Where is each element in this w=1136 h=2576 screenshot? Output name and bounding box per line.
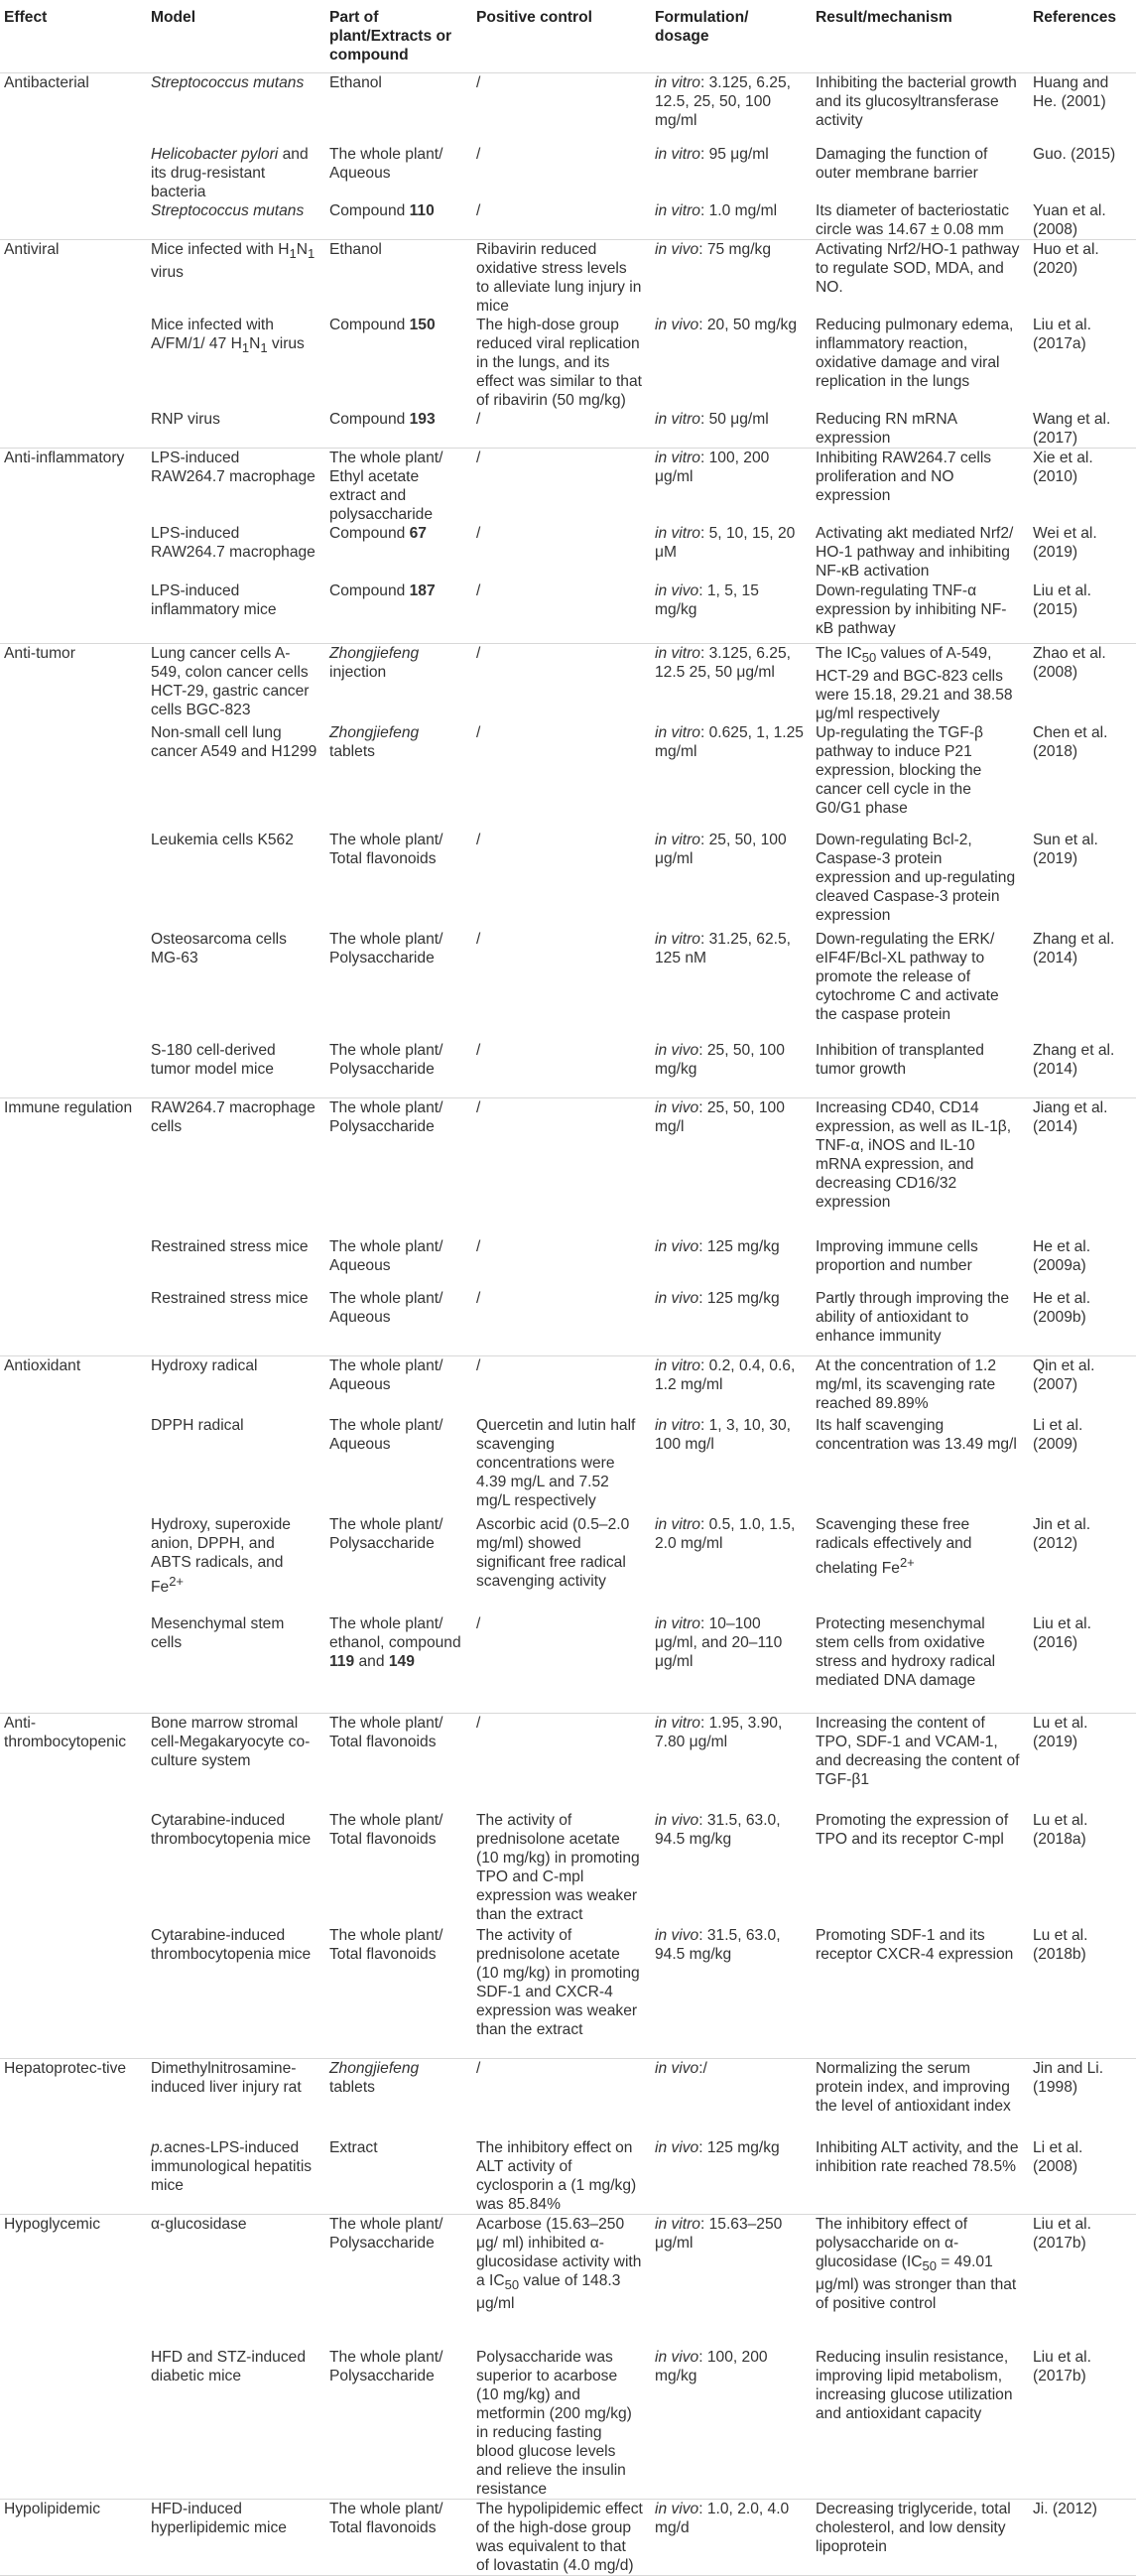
effect-cell	[0, 1811, 145, 1926]
part-cell: Compound 193	[329, 410, 436, 428]
model-cell: Restrained stress mice	[151, 1289, 309, 1307]
table-body	[0, 73, 1136, 2576]
part-cell: The whole plant/ Aqueous	[323, 1356, 470, 1416]
dosage-cell: in vivo: 75 mg/kg	[649, 239, 810, 316]
result-cell: Activating akt mediated Nrf2/ HO-1 pathway and inhibiting NF-κB activation	[816, 525, 1014, 580]
model-cell: Leukemia cells K562	[151, 831, 294, 848]
positive-control-cell: Acarbose (15.63–250 μg/ ml) inhibited α-glucosidase activity with a $IC_{50}$ value of 148.3 μg/ml	[470, 2215, 649, 2348]
positive-control-cell: /	[476, 1237, 481, 1255]
part-cell: The whole plant/ Total flavonoids	[323, 2499, 470, 2575]
effect-cell	[0, 581, 145, 643]
part-cell: Zhongjiefeng injection	[323, 643, 470, 723]
model-cell: Mice infected with $H_1N_1$ virus	[145, 239, 323, 316]
reference-cell: Li et al. (2009)	[1033, 1416, 1083, 1453]
dosage-cell: in vivo: 125 mg/kg	[655, 1237, 780, 1255]
effect-cell	[0, 1614, 145, 1714]
result-cell: Increasing CD40, CD14 expression, as well as IL-1β, TNF-α, iNOS and IL-10 mRNA expression, and decreasing CD16/32 expression	[810, 1098, 1027, 1237]
part-cell: Compound 187	[329, 582, 436, 599]
table-row	[0, 1041, 1136, 1098]
reference-cell: Yuan et al. (2008)	[1033, 201, 1106, 238]
dosage-cell: in vivo: 125 mg/kg	[655, 2138, 780, 2156]
effect-cell	[0, 410, 145, 449]
table-row	[0, 1714, 1136, 1811]
model-cell: Streptococcus mutans	[151, 201, 305, 219]
effect-cell	[0, 1416, 145, 1515]
reference-cell: Xie et al. (2010)	[1027, 448, 1136, 524]
result-cell: Decreasing triglyceride, total cholesterol, and low density lipoprotein	[810, 2499, 1027, 2575]
table-row	[0, 410, 1136, 449]
part-cell: The whole plant/ Total flavonoids	[323, 1714, 470, 1811]
table-row	[0, 831, 1136, 930]
model-cell: Hydroxy, superoxide anion, DPPH, and ABTS radicals, and $Fe^{2+}$	[151, 1515, 291, 1596]
model-cell: α-glucosidase	[145, 2215, 323, 2348]
table-row	[0, 1926, 1136, 2059]
part-cell: Ethanol	[323, 239, 470, 316]
positive-control-cell: /	[476, 582, 481, 599]
reference-cell: Lu et al. (2018a)	[1033, 1811, 1088, 1848]
effect-cell	[0, 831, 145, 930]
table-row	[0, 1098, 1136, 1237]
reference-cell: Huo et al. (2020)	[1027, 239, 1136, 316]
part-cell: Extract	[329, 2138, 378, 2156]
positive-control-cell: /	[476, 1614, 481, 1632]
header-model: Model	[145, 0, 323, 73]
part-cell: The whole plant/ Aqueous	[329, 1416, 443, 1453]
positive-control-cell: Ribavirin reduced oxidative stress levels to alleviate lung injury in mice	[470, 239, 649, 316]
positive-control-cell: The inhibitory effect on ALT activity of cyclosporin a (1 mg/kg) was 85.84%	[476, 2138, 637, 2213]
reference-cell: Wei et al. (2019)	[1033, 525, 1097, 561]
model-cell: HFD-induced hyperlipidemic mice	[145, 2499, 323, 2575]
dosage-cell: in vivo: 25, 50, 100 mg/kg	[655, 1041, 785, 1078]
reference-cell: Zhang et al. (2014)	[1033, 930, 1115, 966]
effect-cell	[0, 201, 145, 240]
part-cell: The whole plant/ Aqueous	[329, 145, 443, 182]
positive-control-cell: /	[476, 723, 481, 741]
positive-control-cell: /	[476, 201, 481, 219]
model-cell: Restrained stress mice	[151, 1237, 309, 1255]
result-cell: Its half scavenging concentration was 13.49 mg/l	[816, 1416, 1017, 1453]
result-cell: Inhibiting RAW264.7 cells proliferation and NO expression	[810, 448, 1027, 524]
table-row	[0, 723, 1136, 831]
table-row	[0, 73, 1136, 145]
model-cell: Cytarabine-induced thrombocytopenia mice	[151, 1926, 312, 1963]
dosage-cell: in vitro: 5, 10, 15, 20 μM	[655, 525, 796, 561]
dosage-cell: in vivo: 100, 200 mg/kg	[655, 2348, 768, 2384]
effect-cell: Anti-tumor	[0, 643, 145, 723]
header-effect: Effect	[0, 0, 145, 73]
table-row	[0, 1811, 1136, 1926]
part-cell: Compound 110	[329, 201, 435, 219]
table-row	[0, 1515, 1136, 1614]
header-part: Part of plant/Extracts or compound	[323, 0, 470, 73]
effect-cell	[0, 1289, 145, 1356]
part-cell: The whole plant/ Total flavonoids	[329, 1811, 443, 1848]
table-row	[0, 581, 1136, 643]
result-cell: Inhibiting the bacterial growth and its glucosyltransferase activity	[816, 74, 1017, 129]
effect-cell: Hypolipidemic	[0, 2499, 145, 2575]
positive-control-cell: /	[476, 831, 481, 848]
dosage-cell: in vivo: 125 mg/kg	[655, 1289, 780, 1307]
model-cell: S-180 cell-derived tumor model mice	[151, 1041, 276, 1078]
dosage-cell: in vivo: 1, 5, 15 mg/kg	[655, 582, 759, 618]
positive-control-cell: /	[476, 525, 481, 542]
result-cell: Inhibition of transplanted tumor growth	[816, 1041, 984, 1078]
result-cell: Down-regulating the ERK/ eIF4F/Bcl-XL pathway to promote the release of cytochrome C and activate the caspase protein	[816, 930, 999, 1023]
effect-cell	[0, 1926, 145, 2059]
part-cell: The whole plant/ Total flavonoids	[329, 1926, 443, 1963]
model-cell: DPPH radical	[151, 1416, 244, 1434]
result-cell: Inhibiting ALT activity, and the inhibition rate reached 78.5%	[816, 2138, 1019, 2175]
model-cell: LPS-induced RAW264.7 macrophage	[151, 525, 316, 561]
reference-cell: Lu et al. (2018b)	[1033, 1926, 1088, 1963]
positive-control-cell: The high-dose group reduced viral replication in the lungs, and its effect was similar to that of ribavirin (50 mg/kg)	[476, 316, 642, 409]
table-row	[0, 1356, 1136, 1416]
effect-cell	[0, 1237, 145, 1289]
effect-cell	[0, 2138, 145, 2215]
reference-cell: Jin and Li. (1998)	[1027, 2059, 1136, 2138]
result-cell: Up-regulating the TGF-β pathway to induce P21 expression, blocking the cancer cell cycle in the G0/G1 phase	[816, 723, 984, 817]
effect-cell: Anti-inflammatory	[0, 448, 145, 524]
model-cell: Osteosarcoma cells MG-63	[151, 930, 287, 966]
part-cell: Ethanol	[329, 74, 382, 91]
dosage-cell: in vitro: 31.25, 62.5, 125 nM	[655, 930, 791, 966]
table-row	[0, 2138, 1136, 2215]
table-row	[0, 643, 1136, 723]
positive-control-cell: /	[476, 145, 481, 163]
dosage-cell: in vitro: 1.95, 3.90, 7.80 μg/ml	[649, 1714, 810, 1811]
reference-cell: Zhao et al. (2008)	[1027, 643, 1136, 723]
result-cell: Increasing the content of TPO, SDF-1 and VCAM-1, and decreasing the content of TGF-β1	[810, 1714, 1027, 1811]
positive-control-cell: /	[476, 74, 481, 91]
effect-cell: Antiviral	[0, 239, 145, 316]
positive-control-cell: The activity of prednisolone acetate (10 mg/kg) in promoting TPO and C-mpl expression was weaker than the extract	[476, 1811, 640, 1923]
part-cell: The whole plant/ Polysaccharide	[323, 1098, 470, 1237]
positive-control-cell: The activity of prednisolone acetate (10 mg/kg) in promoting SDF-1 and CXCR-4 expression was weaker than the extract	[476, 1926, 640, 2038]
result-cell: The $IC_{50}$ values of A-549, HCT-29 and BGC-823 cells were 15.18, 29.21 and 38.58 μg/ml respectively	[810, 643, 1027, 723]
model-cell: Cytarabine-induced thrombocytopenia mice	[151, 1811, 312, 1848]
result-cell: Promoting the expression of TPO and its receptor C-mpl	[816, 1811, 1009, 1848]
result-cell: Scavenging these free radicals effectively and chelating $Fe^{2+}$	[816, 1515, 972, 1577]
model-cell: LPS-induced RAW264.7 macrophage	[145, 448, 323, 524]
model-cell: LPS-induced inflammatory mice	[151, 582, 277, 618]
dosage-cell: in vitro: 25, 50, 100 μg/ml	[655, 831, 787, 867]
positive-control-cell: /	[476, 1289, 481, 1307]
reference-cell: Jin et al. (2012)	[1033, 1515, 1091, 1552]
model-cell: Dimethylnitrosamine-induced liver injury rat	[145, 2059, 323, 2138]
table-row	[0, 2215, 1136, 2348]
reference-cell: Wang et al. (2017)	[1033, 410, 1111, 447]
result-cell: Activating Nrf2/HO-1 pathway to regulate SOD, MDA, and NO.	[810, 239, 1027, 316]
model-cell: p.acnes-LPS-induced immunological hepatitis mice	[151, 2138, 313, 2194]
dosage-cell: in vivo: 25, 50, 100 mg/l	[649, 1098, 810, 1237]
result-cell: Reducing pulmonary edema, inflammatory reaction, oxidative damage and viral replication in the lungs	[816, 316, 1014, 390]
dosage-cell: in vitro: 3.125, 6.25, 12.5 25, 50 μg/ml	[649, 643, 810, 723]
effect-cell	[0, 2348, 145, 2500]
model-cell: Hydroxy radical	[145, 1356, 323, 1416]
reference-cell: Liu et al. (2017b)	[1027, 2215, 1136, 2348]
positive-control-cell: /	[476, 1041, 481, 1059]
dosage-cell: in vitro: 95 μg/ml	[655, 145, 769, 163]
positive-control-cell: /	[470, 2059, 649, 2138]
effect-cell: Hepatoprotec-tive	[0, 2059, 145, 2138]
table-row	[0, 2499, 1136, 2575]
reference-cell: Lu et al. (2019)	[1027, 1714, 1136, 1811]
reference-cell: Ji. (2012)	[1027, 2499, 1136, 2575]
reference-cell: Huang and He. (2001)	[1033, 74, 1109, 110]
dosage-cell: in vitro: 50 μg/ml	[655, 410, 769, 428]
part-cell: The whole plant/ Aqueous	[329, 1289, 443, 1326]
part-cell: The whole plant/ Total flavonoids	[329, 831, 443, 867]
table-row	[0, 201, 1136, 240]
reference-cell: Li et al. (2008)	[1033, 2138, 1083, 2175]
table-row	[0, 145, 1136, 201]
effect-cell	[0, 930, 145, 1041]
effect-cell: Hypoglycemic	[0, 2215, 145, 2348]
result-cell: Promoting SDF-1 and its receptor CXCR-4 expression	[816, 1926, 1014, 1963]
part-cell: The whole plant/ ethanol, compound 119 and 149	[329, 1614, 461, 1670]
model-cell: Streptococcus mutans	[151, 74, 305, 91]
effect-cell	[0, 1041, 145, 1098]
result-cell: Reducing RN mRNA expression	[816, 410, 957, 447]
result-cell: Reducing insulin resistance, improving lipid metabolism, increasing glucose utilization and antioxidant capacity	[816, 2348, 1013, 2422]
model-cell: Non-small cell lung cancer A549 and H1299	[151, 723, 317, 760]
part-cell: Zhongjiefeng tablets	[329, 723, 420, 760]
part-cell: Zhongjiefeng tablets	[323, 2059, 470, 2138]
reference-cell: Liu et al. (2017a)	[1033, 316, 1091, 352]
table-row	[0, 2348, 1136, 2500]
result-cell: At the concentration of 1.2 mg/ml, its scavenging rate reached 89.89%	[810, 1356, 1027, 1416]
header-references: References	[1027, 0, 1136, 73]
result-cell: Its diameter of bacteriostatic circle was 14.67 ± 0.08 mm	[816, 201, 1010, 238]
result-cell: Damaging the function of outer membrane barrier	[816, 145, 988, 182]
part-cell: The whole plant/ Polysaccharide	[329, 1515, 443, 1552]
table-row	[0, 1237, 1136, 1289]
table-row	[0, 930, 1136, 1041]
part-cell: The whole plant/ Polysaccharide	[329, 1041, 443, 1078]
reference-cell: Liu et al. (2016)	[1033, 1614, 1091, 1651]
part-cell: Compound 150	[329, 316, 436, 333]
table-row	[0, 316, 1136, 410]
positive-control-cell: Ascorbic acid (0.5–2.0 mg/ml) showed significant free radical scavenging activity	[476, 1515, 630, 1590]
part-cell: Compound 67	[329, 525, 427, 542]
model-cell: Mice infected with A/FM/1/ 47 $H_1N_1$ virus	[151, 316, 305, 355]
dosage-cell: in vivo: 31.5, 63.0, 94.5 mg/kg	[655, 1811, 781, 1848]
effect-cell: Antioxidant	[0, 1356, 145, 1416]
dosage-cell: in vitro: 0.5, 1.0, 1.5, 2.0 mg/ml	[655, 1515, 796, 1552]
positive-control-cell: The hypolipidemic effect of the high-dose group was equivalent to that of lovastatin (4.0 mg/d)	[470, 2499, 649, 2575]
table-row	[0, 1416, 1136, 1515]
reference-cell: He et al. (2009b)	[1033, 1289, 1091, 1326]
dosage-cell: in vitro: 10–100 μg/ml, and 20–110 μg/ml	[655, 1614, 783, 1670]
positive-control-cell: /	[470, 1714, 649, 1811]
table-row	[0, 524, 1136, 581]
positive-control-cell: /	[470, 1356, 649, 1416]
header-result: Result/mechanism	[810, 0, 1027, 73]
result-cell: Normalizing the serum protein index, and improving the level of antioxidant index	[810, 2059, 1027, 2138]
table-row	[0, 1289, 1136, 1356]
reference-cell: He et al. (2009a)	[1033, 1237, 1091, 1274]
dosage-cell: in vivo: 20, 50 mg/kg	[655, 316, 798, 333]
reference-cell: Liu et al. (2015)	[1033, 582, 1091, 618]
dosage-cell: in vitro: 0.625, 1, 1.25 mg/ml	[655, 723, 804, 760]
positive-control-cell: /	[470, 1098, 649, 1237]
result-cell: Partly through improving the ability of antioxidant to enhance immunity	[816, 1289, 1010, 1345]
positive-control-cell: /	[470, 643, 649, 723]
part-cell: The whole plant/ Ethyl acetate extract and polysaccharide	[323, 448, 470, 524]
model-cell: Bone marrow stromal cell-Megakaryocyte co-culture system	[145, 1714, 323, 1811]
dosage-cell: in vivo:/	[649, 2059, 810, 2138]
positive-control-cell: Quercetin and lutin half scavenging concentrations were 4.39 mg/L and 7.52 mg/L respectively	[476, 1416, 636, 1509]
table-row	[0, 1614, 1136, 1714]
dosage-cell: in vitro: 15.63–250 μg/ml	[649, 2215, 810, 2348]
reference-cell: Guo. (2015)	[1033, 145, 1116, 163]
table-row	[0, 239, 1136, 316]
dosage-cell: in vitro: 3.125, 6.25, 12.5, 25, 50, 100 mg/ml	[655, 74, 791, 129]
reference-cell: Liu et al. (2017b)	[1033, 2348, 1091, 2384]
effect-cell	[0, 524, 145, 581]
table-header-row	[0, 0, 1136, 73]
positive-control-cell: /	[470, 448, 649, 524]
dosage-cell: in vitro: 1, 3, 10, 30, 100 mg/l	[655, 1416, 791, 1453]
result-cell: Protecting mesenchymal stem cells from oxidative stress and hydroxy radical mediated DNA damage	[816, 1614, 996, 1689]
dosage-cell: in vivo: 1.0, 2.0, 4.0 mg/d	[649, 2499, 810, 2575]
dosage-cell: in vitro: 100, 200 μg/ml	[649, 448, 810, 524]
positive-control-cell: /	[476, 410, 481, 428]
model-cell: RAW264.7 macrophage cells	[145, 1098, 323, 1237]
model-cell: Helicobacter pylori and its drug-resistant bacteria	[151, 145, 309, 200]
effect-cell	[0, 145, 145, 201]
effect-cell	[0, 316, 145, 410]
dosage-cell: in vivo: 31.5, 63.0, 94.5 mg/kg	[655, 1926, 781, 1963]
table-row	[0, 2059, 1136, 2138]
dosage-cell: in vitro: 1.0 mg/ml	[655, 201, 778, 219]
model-cell: Mesenchymal stem cells	[151, 1614, 285, 1651]
reference-cell: Qin et al. (2007)	[1027, 1356, 1136, 1416]
part-cell: The whole plant/ Polysaccharide	[323, 2215, 470, 2348]
result-cell: Improving immune cells proportion and number	[816, 1237, 978, 1274]
dosage-cell: in vitro: 0.2, 0.4, 0.6, 1.2 mg/ml	[649, 1356, 810, 1416]
reference-cell: Sun et al. (2019)	[1033, 831, 1098, 867]
positive-control-cell: Polysaccharide was superior to acarbose (10 mg/kg) and metformin (200 mg/kg) in reducing fasting blood glucose levels and relieve the insulin resistance	[476, 2348, 632, 2498]
reference-cell: Zhang et al. (2014)	[1033, 1041, 1115, 1078]
effect-cell: Antibacterial	[4, 74, 89, 91]
result-cell: Down-regulating TNF-α expression by inhibiting NF-κB pathway	[816, 582, 1007, 637]
reference-cell: Chen et al. (2018)	[1033, 723, 1108, 760]
header-positive-control: Positive control	[470, 0, 649, 73]
model-cell: RNP virus	[151, 410, 220, 428]
effect-cell: Anti-thrombocytopenic	[0, 1714, 145, 1811]
result-cell: The inhibitory effect of polysaccharide on α-glucosidase ($IC_{50} = 49.01$ μg/ml) was stronger than that of positive control	[810, 2215, 1027, 2348]
model-cell: Lung cancer cells A-549, colon cancer cells HCT-29, gastric cancer cells BGC-823	[145, 643, 323, 723]
result-cell: Down-regulating Bcl-2, Caspase-3 protein expression and up-regulating cleaved Caspase-3 protein expression	[816, 831, 1016, 924]
positive-control-cell: /	[476, 930, 481, 948]
effect-cell	[0, 723, 145, 831]
reference-cell: Jiang et al. (2014)	[1027, 1098, 1136, 1237]
header-dosage: Formulation/ dosage	[649, 0, 810, 73]
part-cell: The whole plant/ Polysaccharide	[329, 2348, 443, 2384]
table-row	[0, 448, 1136, 524]
effect-cell: Immune regulation	[0, 1098, 145, 1237]
effect-cell	[0, 1515, 145, 1614]
model-cell: HFD and STZ-induced diabetic mice	[151, 2348, 306, 2384]
part-cell: The whole plant/ Aqueous	[329, 1237, 443, 1274]
part-cell: The whole plant/ Polysaccharide	[329, 930, 443, 966]
